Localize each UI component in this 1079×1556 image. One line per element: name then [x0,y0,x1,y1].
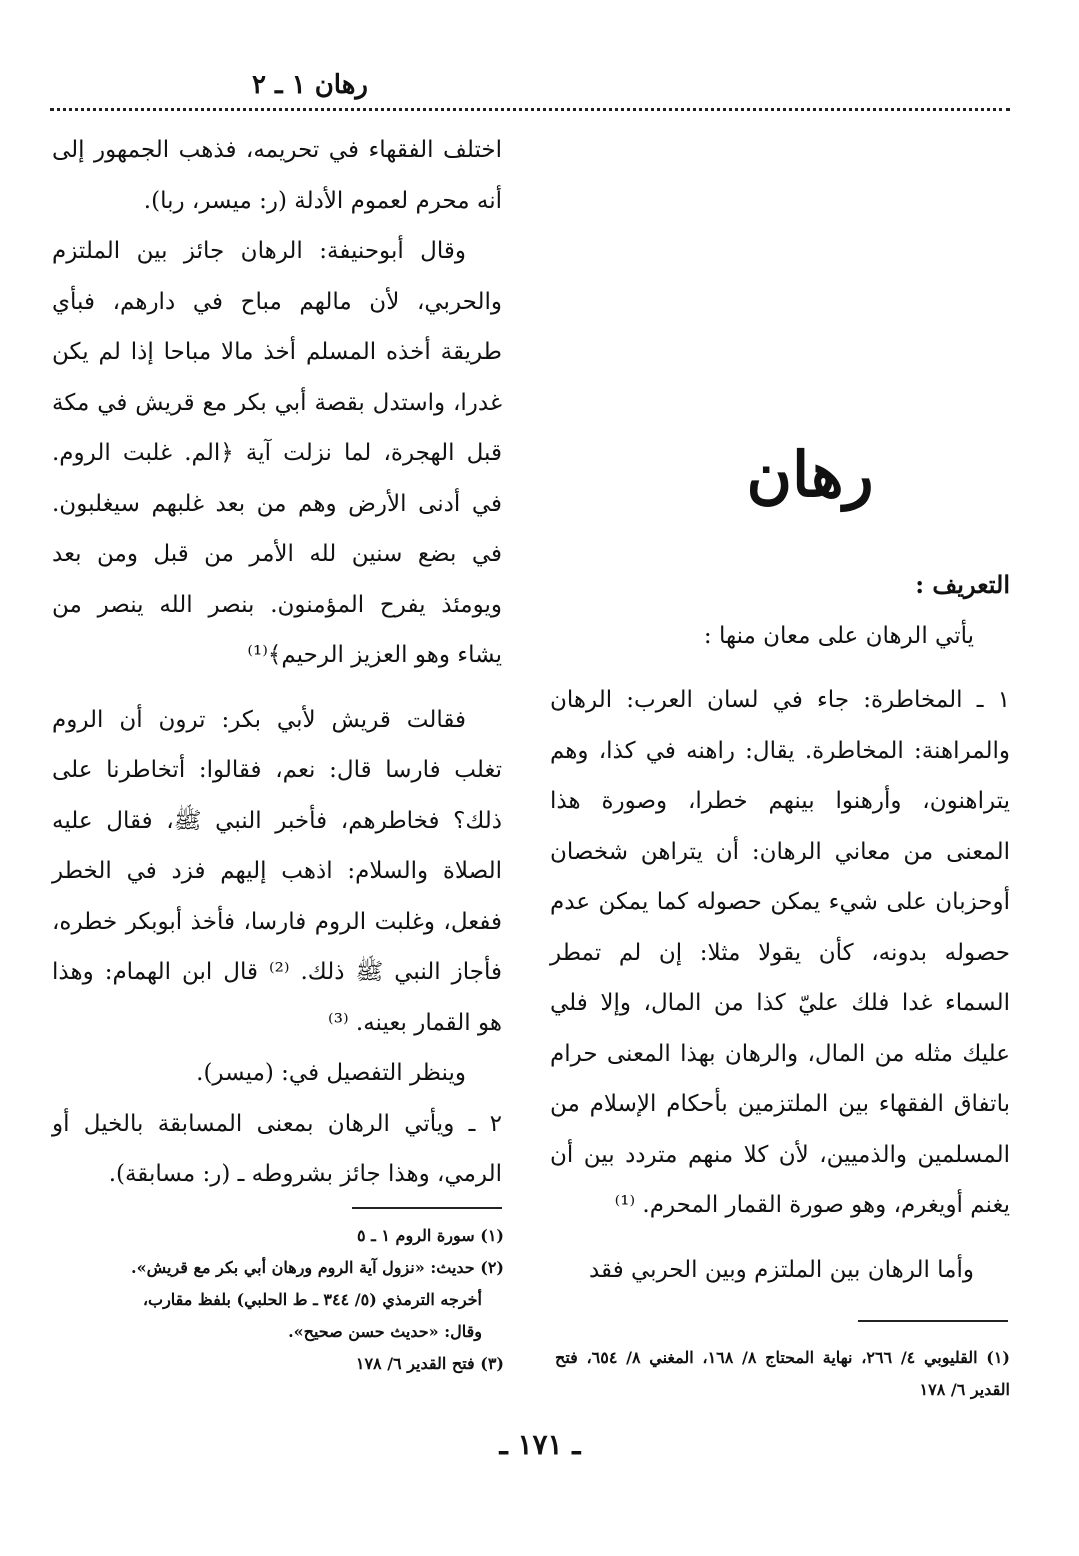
paragraph: اختلف الفقهاء في تحريمه، فذهب الجمهور إلى أنه محرم لعموم الأدلة (ر: ميسر، ربا). [52,137,502,214]
footnote-continuation: وقال: «حديث حسن صحيح». [288,1322,482,1341]
footnote: (٣) فتح القدير ٦/ ١٧٨ [355,1354,504,1373]
paragraph: وقال أبوحنيفة: الرهان جائز بين الملتزم والحربي، لأن مالهم مباح في دارهم، فبأي طريقة أخذه المسلم أخذ مالا مباحا إذا لم يكن غدرا، واستدل بقصة أبي بكر مع قريش في مكة قبل الهجرة، لما نزلت آية ﴿الم. غلبت الروم. في أدنى الأرض وهم من بعد غلبهم سيغلبون. في بضع سنين لله الأمر من قبل ومن بعد ويومئذ يفرح المؤمنون. بنصر الله ينصر من يشاء وهو العزيز الرحيم﴾⁽¹⁾ [52,238,502,668]
paragraph: وأما الرهان بين الملتزم وبين الحربي فقد [588,1256,974,1283]
footnote-continuation: أخرجه الترمذي (٥/ ٣٤٤ ـ ط الحلبي) بلفظ مقارب، [142,1290,482,1309]
definition-heading: التعريف : [915,570,1010,599]
right-column [550,125,1010,1295]
paragraph: ٢ ـ ويأتي الرهان بمعنى المسابقة بالخيل أو الرمي، وهذا جائز بشروطه ـ (ر: مسابقة). [52,1110,502,1187]
header-divider [50,108,1010,111]
footnote: (٢) حديث: «نزول آية الروم ورهان أبي بكر مع قريش». [131,1258,504,1277]
footnote: (١) سورة الروم ١ ـ ٥ [356,1226,504,1245]
footnotes-right [555,1342,1010,1406]
paragraph: وينظر التفصيل في: (ميسر). [196,1060,466,1086]
paragraph: ١ ـ المخاطرة: جاء في لسان العرب: الرهان والمراهنة: المخاطرة. يقال: راهنه في كذا، وهم يتراهنون، وأرهنوا بينهم خطرا، وصورة هذا المعنى من معاني الرهان: أن يتراهن شخصان أوحزبان على شيء يمكن حصوله كما يمكن عدم حصوله بدونه، كأن يقولا مثلا: إن لم تمطر السماء غدا فلك عليّ كذا من المال، وإلا فلي عليك مثله من المال، والرهان بهذا المعنى حرام باتفاق الفقهاء بين الملتزمين بأحكام الإسلام من المسلمين والذميين، لأن كلا منهم متردد بين أن يغنم أويغرم، وهو صورة القمار المحرم. ⁽¹⁾ [550,687,1010,1218]
left-column [52,125,502,1200]
footnote-divider [352,1207,502,1209]
footnotes-left [52,1220,504,1380]
footnote-divider [858,1320,1008,1322]
paragraph: فقالت قريش لأبي بكر: ترون أن الروم تغلب فارسا قال: نعم، فقالوا: أتخاطرنا على ذلك؟ فخاطرهم، فأخبر النبي ﷺ، فقال عليه الصلاة والسلام: اذهب إليهم فزد في الخطر ففعل، وغلبت الروم فارسا، فأخذ أبوبكر خطره، فأجاز النبي ﷺ ذلك. ⁽²⁾ قال ابن الهمام: وهذا هو القمار بعينه. ⁽³⁾ [52,706,502,1036]
footnote: (١) القليوبي ٤/ ٢٦٦، نهاية المحتاج ٨/ ١٦٨، المغني ٨/ ٦٥٤، فتح القدير ٦/ ١٧٨ [555,1348,1010,1399]
page-number: ـ ١٧١ ـ [499,1428,581,1461]
running-header: رهان ١ ـ ٢ [251,70,368,100]
paragraph: يأتي الرهان على معان منها : [703,622,974,649]
entry-title: رهان [746,438,874,511]
